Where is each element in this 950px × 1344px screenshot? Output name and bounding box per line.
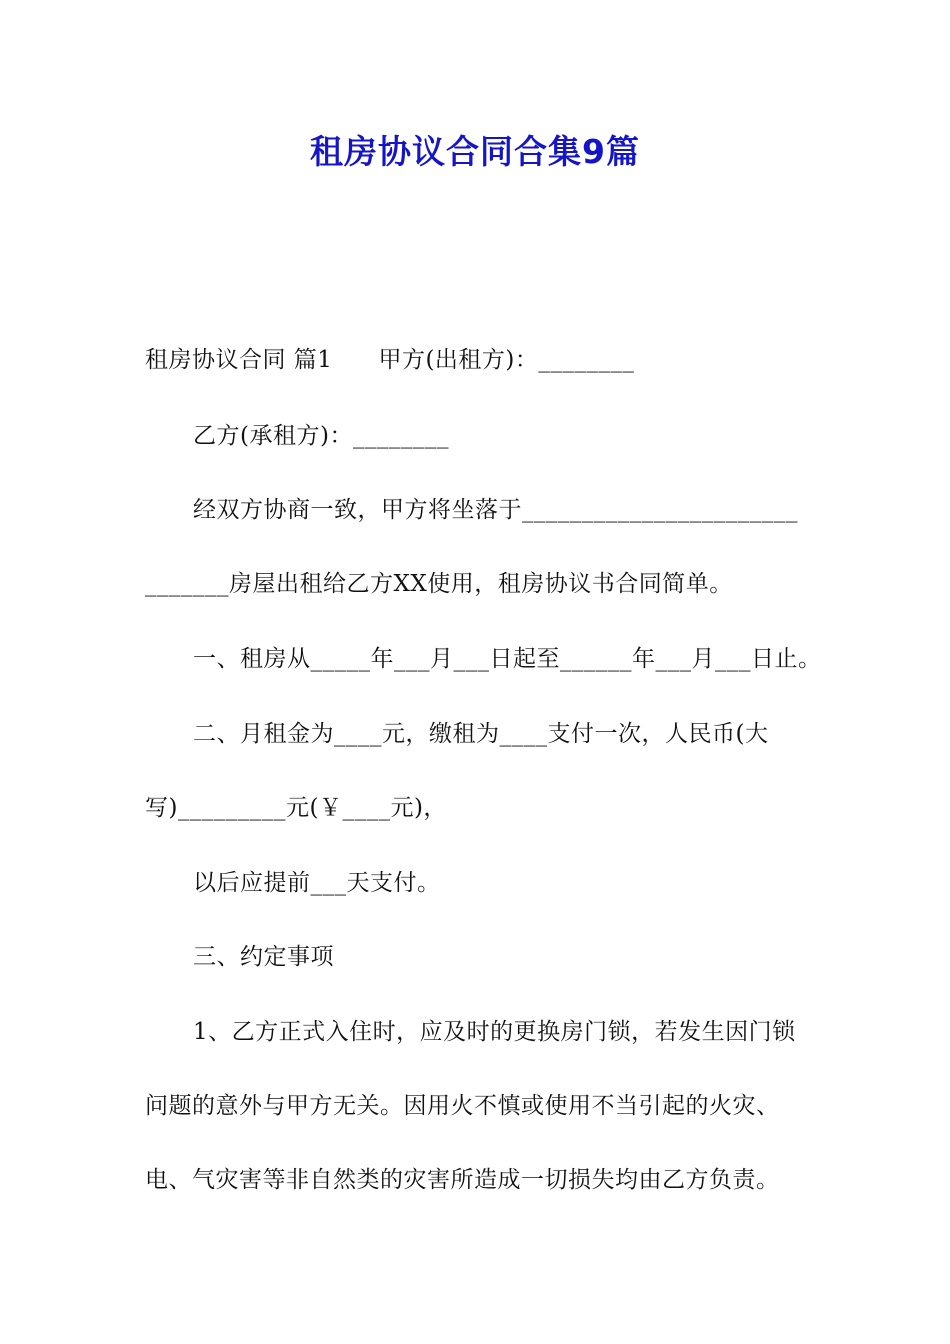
clause-2-rent: 二、月租金为____元，缴租为____支付一次，人民币(大 [193, 721, 769, 747]
paragraph-line: 以后应提前___天支付。 [193, 870, 441, 896]
clause-1-lease-term: 一、租房从_____年___月___日起至______年___月___日止。 [193, 646, 822, 672]
contract-heading-line [145, 344, 634, 376]
paragraph-line: _______房屋出租给乙方XX使用，租房协议书合同简单。 [145, 571, 733, 597]
party-b: 乙方(承租方)：________ [193, 423, 449, 449]
party-a: 甲方(出租方)：________ [378, 347, 635, 373]
paragraph-line: 1、乙方正式入住时，应及时的更换房门锁，若发生因门锁 [193, 1019, 796, 1045]
clause-3-heading: 三、约定事项 [193, 944, 334, 970]
contract-heading: 租房协议合同 篇1 [145, 347, 333, 373]
paragraph-line: 经双方协商一致，甲方将坐落于_______________________ [193, 497, 798, 523]
document-title: 租房协议合同合集9篇 [310, 132, 640, 171]
paragraph-line: 写)_________元(￥____元)， [145, 795, 447, 821]
paragraph-line: 电、气灾害等非自然类的灾害所造成一切损失均由乙方负责。 [145, 1167, 780, 1193]
paragraph-line: 问题的意外与甲方无关。因用火不慎或使用不当引起的火灾、 [145, 1093, 780, 1119]
